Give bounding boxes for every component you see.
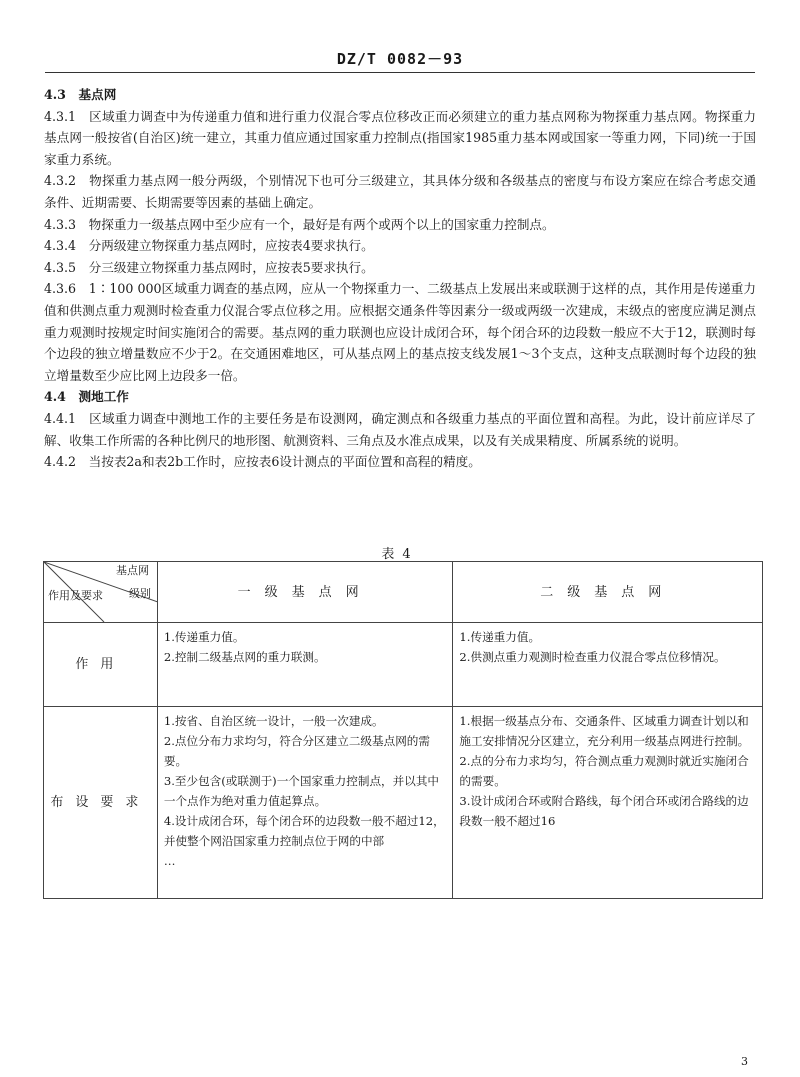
cell-line: … bbox=[163, 854, 176, 868]
body-text bbox=[44, 84, 756, 473]
cell-line: 2.点位分布力求均匀，符合分区建立二级基点网的需要。 bbox=[163, 734, 430, 768]
corner-label-left: 作用及要求 bbox=[48, 589, 103, 602]
cell-line: 2.控制二级基点网的重力联测。 bbox=[163, 650, 326, 664]
table-cell bbox=[453, 707, 763, 899]
section-heading: 4.3 基点网 bbox=[44, 87, 117, 102]
table-4 bbox=[43, 561, 763, 899]
cell-line: 1.根据一级基点分布、交通条件、区域重力调查计划以和施工安排情况分区建立，充分利用一级基点网进行控制。 bbox=[459, 714, 750, 748]
cell-line: 1.传递重力值。 bbox=[163, 630, 245, 644]
paragraph: 4.3.5 分三级建立物探重力基点网时，应按表5要求执行。 bbox=[44, 259, 374, 275]
cell-line: 1.按省、自治区统一设计，一般一次建成。 bbox=[163, 714, 384, 728]
section-heading: 4.4 测地工作 bbox=[44, 389, 129, 405]
cell-line: 4.设计成闭合环，每个闭合环的边段数一般不超过12，并使整个网沿国家重力控制点位于网的中部 bbox=[163, 814, 445, 848]
cell-line: 3.设计成闭合环或附合路线，每个闭合环或闭合路线的边段数一般不超过16 bbox=[459, 794, 749, 828]
paragraph: 4.4.1 区域重力调查中测地工作的主要任务是布设测网，确定测点和各级重力基点的平面位置和高程。为此，设计前应详尽了解、收集工作所需的各种比例尺的地形图、航测资料、三角点及水准点成果，以及有关成果精度、所属系统的说明。 bbox=[44, 410, 756, 448]
page-number: 3 bbox=[741, 1055, 748, 1068]
corner-label-top: 基点网 bbox=[116, 564, 149, 577]
diagonal-header-cell bbox=[44, 562, 158, 623]
row-header-layout: 布设要求 bbox=[44, 707, 158, 899]
column-header-level2: 二级基点网 bbox=[453, 562, 763, 623]
paragraph: 4.3.1 区域重力调查中为传递重力值和进行重力仪混合零点位移改正而必须建立的重力基点网称为物探重力基点网。物探重力基点网一般按省(自治区)统一建立，其重力值应通过国家重力控制点(指国家1985重力基本网或国家一等重力网，下同)统一于国家重力系统。 bbox=[44, 108, 756, 167]
corner-label-middle: 级别 bbox=[129, 587, 151, 600]
running-header: DZ/T 0082－93 bbox=[336, 50, 464, 68]
table-header-row bbox=[44, 562, 763, 623]
table-row bbox=[44, 623, 763, 707]
cell-line: 1.传递重力值。 bbox=[459, 630, 541, 644]
header-rule bbox=[45, 72, 755, 73]
paragraph: 4.4.2 当按表2a和表2b工作时，应按表6设计测点的平面位置和高程的精度。 bbox=[44, 454, 481, 470]
table-cell bbox=[453, 623, 763, 707]
paragraph: 4.3.4 分两级建立物探重力基点网时，应按表4要求执行。 bbox=[44, 238, 374, 254]
cell-line: 3.至少包含(或联测于)一个国家重力控制点，并以其中一个点作为绝对重力值起算点。 bbox=[163, 774, 440, 808]
paragraph: 4.3.2 物探重力基点网一般分两级，个别情况下也可分三级建立，其具体分级和各级基点的密度与布设方案应在综合考虑交通条件、近期需要、长期需要等因素的基础上确定。 bbox=[44, 173, 756, 210]
cell-line: 2.供测点重力观测时检查重力仪混合零点位移情况。 bbox=[459, 650, 726, 664]
table-cell bbox=[157, 623, 453, 707]
column-header-level1: 一级基点网 bbox=[157, 562, 453, 623]
table-row bbox=[44, 707, 763, 899]
paragraph: 4.3.6 1∶100 000区域重力调查的基点网，应从一个物探重力一、二级基点上发展出来或联测于这样的点，其作用是传递重力值和供测点重力观测时检查重力仪混合零点位移之用。应根据交通条件等因素分一级或两级一次建成，末级点的密度应满足测点重力观测时按规定时间实施闭合的需要。基点网的重力联测也应设计成闭合环，每个闭合环的边段数一般应不大于12，联测时每个边段的独立增量数应不少于2。在交通困难地区，可从基点网上的基点按支线发展1～3个支点，这种支点联测时每个边段的独立增量数至少应比网上边段多一倍。 bbox=[44, 281, 756, 383]
cell-line: 2.点的分布力求均匀，符合测点重力观测时就近实施闭合的需要。 bbox=[459, 754, 749, 788]
table-caption: 表4 bbox=[381, 547, 419, 562]
row-header-purpose: 作用 bbox=[44, 623, 158, 707]
table-cell bbox=[157, 707, 453, 899]
paragraph: 4.3.3 物探重力一级基点网中至少应有一个，最好是有两个或两个以上的国家重力控制点。 bbox=[44, 216, 555, 232]
